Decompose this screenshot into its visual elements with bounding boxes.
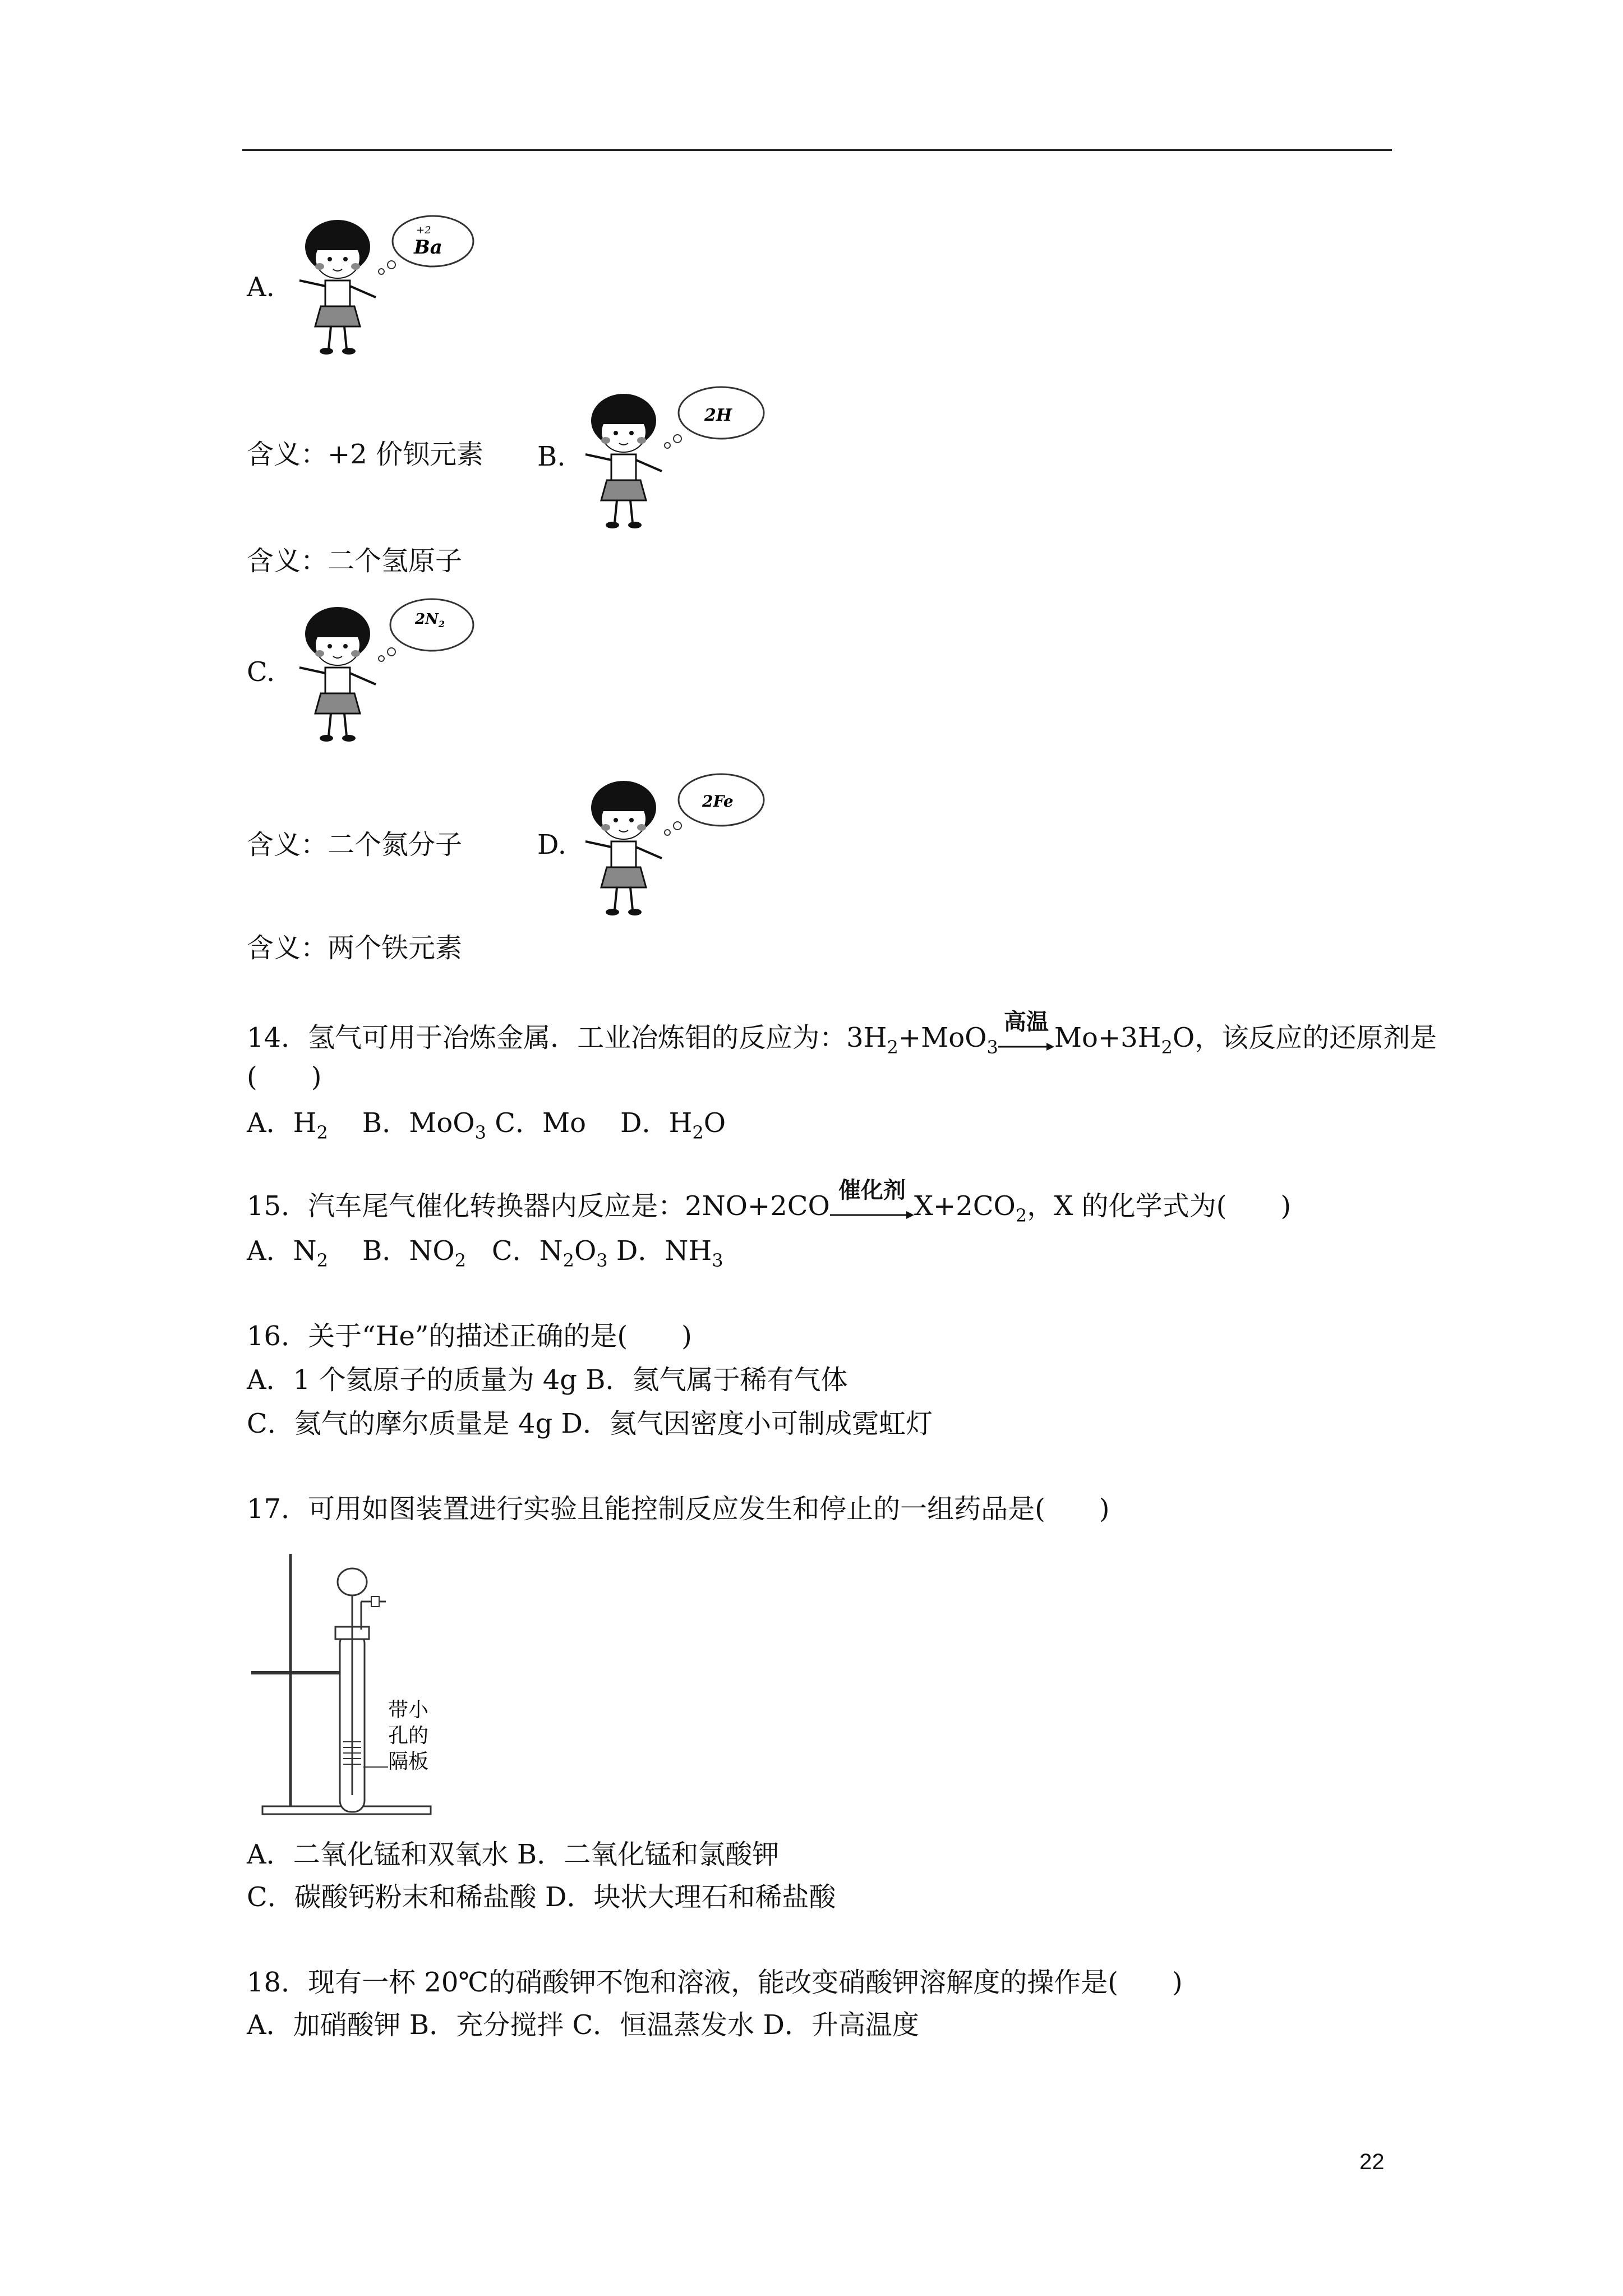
option-d-meaning: 含义：两个铁元素 bbox=[247, 932, 463, 964]
option-b-meaning: 含义：二个氢原子 bbox=[247, 545, 463, 577]
reaction-condition-arrow: 催化剂 bbox=[830, 1190, 914, 1218]
label-line-1: 带小 bbox=[388, 1699, 429, 1722]
label-line-2: 孔的 bbox=[388, 1724, 429, 1747]
bubble-text: Ba bbox=[414, 236, 442, 259]
q18-options: A．加硝酸钾 B．充分搅拌 C．恒温蒸发水 D．升高温度 bbox=[247, 2009, 919, 2041]
q17-options-row1: A．二氧化锰和双氧水 B．二氧化锰和氯酸钾 bbox=[247, 1839, 780, 1870]
option-c-label: C. bbox=[247, 656, 275, 688]
option-a-meaning: 含义：+2 价钡元素 bbox=[247, 439, 484, 470]
gas-generator-apparatus-diagram bbox=[251, 1548, 448, 1818]
q14-options: A．$H_2$ B．MoO$_3$ C．Mo D．$H_2O$ bbox=[247, 1107, 726, 1143]
header-rule bbox=[242, 149, 1392, 151]
q18-stem: 18．现有一杯 20℃的硝酸钾不饱和溶液，能改变硝酸钾溶解度的操作是( ) bbox=[247, 1967, 1183, 1998]
bubble-text: $2N_2$ bbox=[415, 611, 445, 629]
option-c-meaning: 含义：二个氮分子 bbox=[247, 829, 463, 861]
bubble-text: 2Fe bbox=[702, 792, 734, 811]
q14-stem: 14．氢气可用于冶炼金属．工业冶炼钼的反应为：$3H_2+MoO_3$ 高温 $Mo+3H_2O$，该反应的还原剂是 bbox=[247, 1009, 1437, 1058]
q16-options-row2: C．氦气的摩尔质量是 4g D．氦气因密度小可制成霓虹灯 bbox=[247, 1408, 933, 1439]
q17-stem: 17．可用如图装置进行实验且能控制反应发生和停止的一组药品是( ) bbox=[247, 1493, 1110, 1525]
label-line-3: 隔板 bbox=[388, 1750, 429, 1773]
reaction-condition-arrow: 高温 bbox=[998, 1022, 1054, 1050]
q15-stem: 15．汽车尾气催化转换器内反应是：2NO+2CO 催化剂 $X+2CO_2$，X 的化学式为( ) bbox=[247, 1177, 1292, 1226]
bubble-sup: +2 bbox=[416, 224, 431, 236]
q15-options: A．$N_2$ B．$NO_2$ C．$N_2O_3$ D．$NH_3$ bbox=[247, 1235, 723, 1271]
option-a-label: A. bbox=[247, 272, 275, 303]
q17-options-row2: C．碳酸钙粉末和稀盐酸 D．块状大理石和稀盐酸 bbox=[247, 1881, 836, 1913]
option-d-label: D. bbox=[537, 829, 567, 861]
cartoon-girl-c-image bbox=[292, 589, 482, 752]
cartoon-girl-a-image bbox=[292, 202, 477, 365]
q16-stem: 16．关于“He”的描述正确的是( ) bbox=[247, 1320, 692, 1352]
cartoon-girl-b-image bbox=[578, 376, 774, 539]
page-number: 22 bbox=[1359, 2150, 1385, 2174]
cartoon-girl-d-image bbox=[578, 763, 774, 926]
bubble-text: 2H bbox=[704, 406, 732, 425]
option-b-label: B. bbox=[537, 441, 566, 472]
q16-options-row1: A．1 个氦原子的质量为 4g B．氦气属于稀有气体 bbox=[247, 1364, 848, 1396]
q14-paren: ( ) bbox=[247, 1061, 322, 1093]
